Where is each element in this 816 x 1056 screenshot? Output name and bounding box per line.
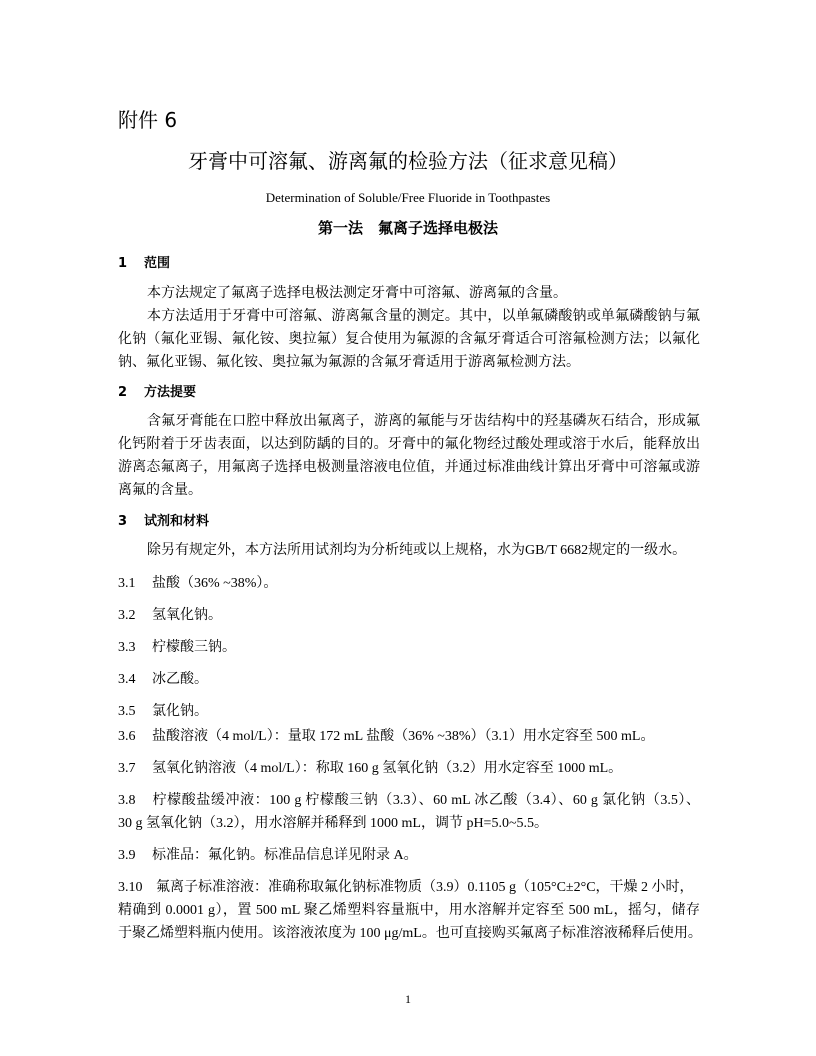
reagent-item	[118, 879, 700, 897]
paragraph-line: 含氟牙膏能在口腔中释放出氟离子，游离的氟能与牙齿结构中的羟基磷灰石结合，形成氟	[147, 414, 700, 429]
item-number: 3.1	[118, 576, 136, 591]
item-number: 3.8	[118, 793, 136, 808]
reagent-item	[118, 760, 700, 778]
reagent-item	[118, 792, 700, 810]
document-title: 牙膏中可溶氟、游离氟的检验方法（征求意见稿）	[188, 149, 628, 173]
section-title: 试剂和材料	[144, 514, 210, 529]
paragraph-line: 钠、氟化亚锡、氟化铵、奥拉氟为氟源的含氟牙膏适用于游离氟检测方法。	[118, 355, 580, 370]
item-number: 3.5	[118, 704, 136, 719]
item-number: 3.10	[118, 880, 143, 895]
item-text: 盐酸溶液（4 mol/L）：量取 172 mL 盐酸（36% ~38%）（3.1）用水定容至 500 mL。	[152, 729, 655, 744]
item-number: 3.6	[118, 729, 136, 744]
section-heading-scope	[118, 255, 700, 273]
reagent-item	[118, 639, 700, 657]
reagent-item-continuation: 30 g 氢氧化钠（3.2），用水溶解并稀释到 1000 mL，调节 pH=5.0~5.5。	[118, 816, 549, 831]
paragraph-line: 游离态氟离子，用氟离子选择电极测量溶液电位值，并通过标准曲线计算出牙膏中可溶氟或游	[118, 460, 700, 475]
reagent-item	[118, 671, 700, 689]
reagent-item	[118, 847, 700, 865]
paragraph-line: 本方法规定了氟离子选择电极法测定牙膏中可溶氟、游离氟的含量。	[147, 286, 567, 301]
item-number: 3.4	[118, 672, 136, 687]
item-text: 盐酸（36% ~38%）。	[152, 576, 278, 591]
item-number: 3.7	[118, 761, 136, 776]
item-text: 氯化钠。	[152, 704, 208, 719]
item-number: 3.9	[118, 848, 136, 863]
section-heading-principle	[118, 384, 700, 402]
item-text: 氢氧化钠溶液（4 mol/L）：称取 160 g 氢氧化钠（3.2）用水定容至 1000 mL。	[152, 761, 623, 776]
reagent-item	[118, 575, 700, 593]
english-subtitle: Determination of Soluble/Free Fluoride in Toothpastes	[265, 190, 551, 205]
item-text: 柠檬酸盐缓冲液：100 g 柠檬酸三钠（3.3）、60 mL 冰乙酸（3.4）、60 g 氯化钠（3.5）、	[152, 793, 700, 808]
paragraph-line: 除另有规定外，本方法所用试剂均为分析纯或以上规格，水为GB/T 6682规定的一级水。	[147, 543, 687, 558]
reagent-item	[118, 607, 700, 625]
page-number: 1	[405, 992, 411, 1006]
item-number: 3.3	[118, 640, 136, 655]
item-text: 氟离子标准溶液：准确称取氟化钠标准物质（3.9）0.1105 g（105°C±2°C，干燥 2 小时，	[156, 880, 694, 895]
section-heading-reagents	[118, 513, 700, 531]
paragraph-line: 离氟的含量。	[118, 483, 202, 498]
paragraph-line: 化钠（氟化亚锡、氟化铵、奥拉氟）复合使用为氟源的含氟牙膏适合可溶氟检测方法；以氟化	[118, 332, 700, 347]
paragraph-line: 化钙附着于牙齿表面，以达到防龋的目的。牙膏中的氟化物经过酸处理或溶于水后，能释放出	[118, 437, 700, 452]
item-text: 标准品：氟化钠。标准品信息详见附录 A。	[152, 848, 418, 863]
reagent-item-continuation: 精确到 0.0001 g），置 500 mL 聚乙烯塑料容量瓶中，用水溶解并定容至 500 mL，摇匀，储存	[118, 903, 700, 918]
section-number: 1	[118, 256, 128, 271]
reagent-item-continuation: 于聚乙烯塑料瓶内使用。该溶液浓度为 100 μg/mL。也可直接购买氟离子标准溶液稀释后使用。	[118, 926, 702, 941]
annex-label: 附件 6	[118, 108, 178, 132]
section-title: 范围	[144, 256, 171, 271]
method-title: 第一法 氟离子选择电极法	[317, 219, 498, 237]
item-number: 3.2	[118, 608, 136, 623]
section-number: 3	[118, 514, 128, 529]
paragraph-line: 本方法适用于牙膏中可溶氟、游离氟含量的测定。其中，以单氟磷酸钠或单氟磷酸钠与氟	[147, 309, 700, 324]
section-number: 2	[118, 385, 128, 400]
section-title: 方法提要	[144, 385, 197, 400]
item-text: 氢氧化钠。	[152, 608, 222, 623]
reagent-item	[118, 728, 700, 746]
item-text: 冰乙酸。	[152, 672, 208, 687]
item-text: 柠檬酸三钠。	[152, 640, 236, 655]
reagent-item	[118, 703, 700, 721]
